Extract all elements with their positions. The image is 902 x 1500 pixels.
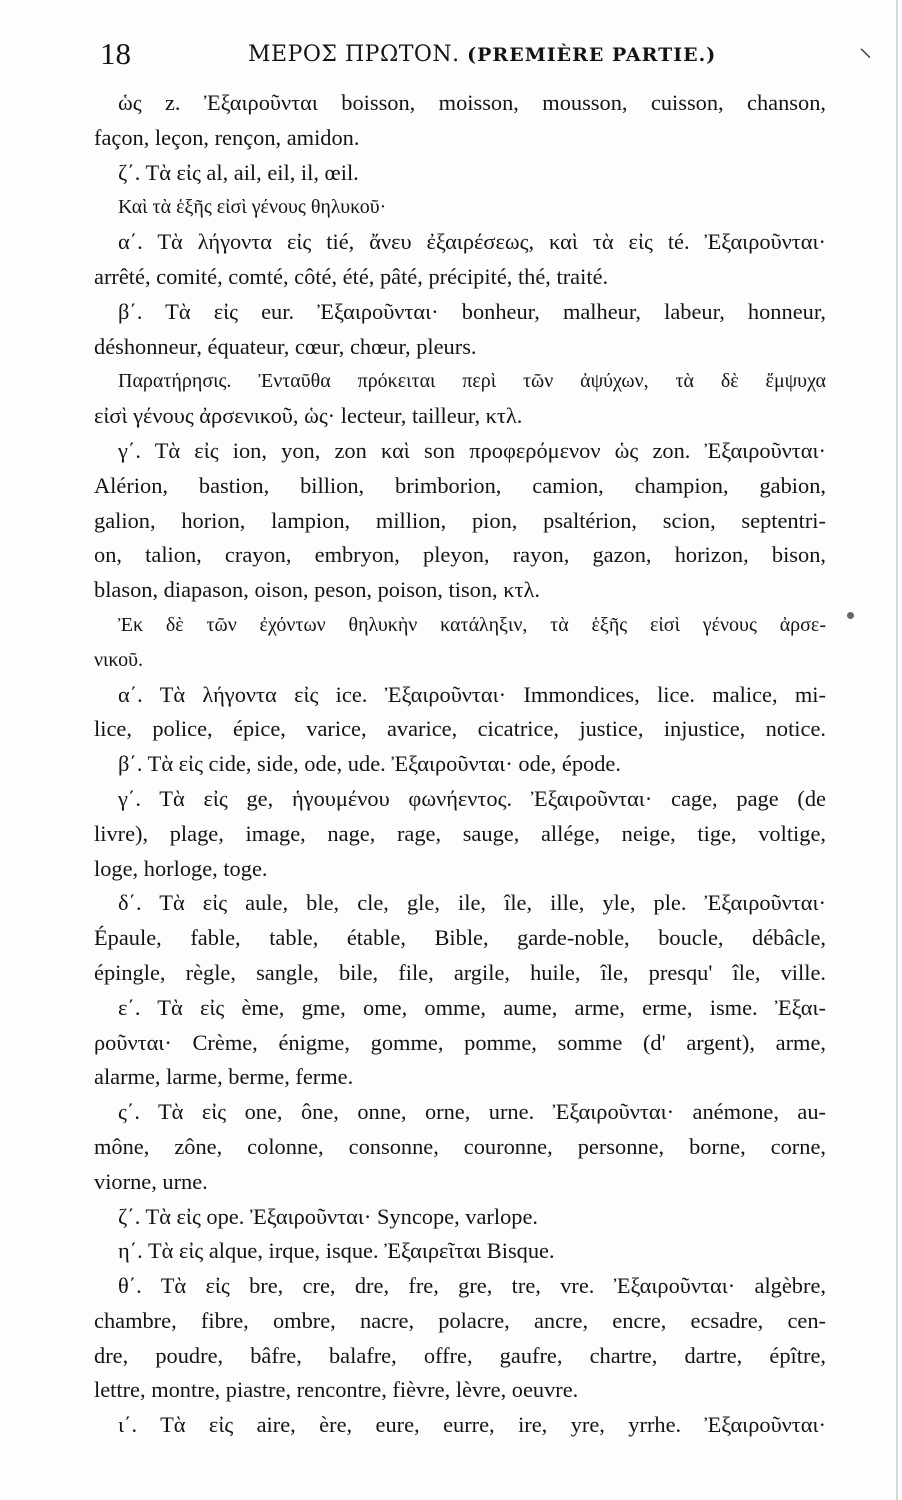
text-line: dre, poudre, bâfre, balafre, offre, gaufre, chartre, dartre, épître, bbox=[94, 1342, 826, 1368]
text-line: livre), plage, image, nage, rage, sauge, allége, neige, tige, voltige, bbox=[94, 820, 826, 846]
text-line: γ΄. Τὰ εἰς ion, yon, zon καὶ son προφερόμενον ὡς zon. Ἐξαιροῦνται· bbox=[118, 437, 826, 463]
text-line: mône, zône, colonne, consonne, couronne, personne, borne, corne, bbox=[94, 1133, 826, 1159]
text-line: blason, diapason, oison, peson, poison, tison, κτλ. bbox=[94, 577, 540, 603]
text-line: façon, leçon, rençon, amidon. bbox=[94, 124, 360, 150]
text-line: lettre, montre, piastre, rencontre, fièvre, lèvre, oeuvre. bbox=[94, 1377, 579, 1403]
running-title bbox=[248, 42, 716, 67]
text-line: alarme, larme, berme, ferme. bbox=[94, 1064, 354, 1090]
text-line: ὡς z. Ἐξαιροῦνται boisson, moisson, mousson, cuisson, chanson, bbox=[118, 90, 826, 115]
text-line: on, talion, crayon, embryon, pleyon, rayon, gazon, horizon, bison, bbox=[94, 542, 826, 568]
corner-mark: ⸜ bbox=[858, 33, 872, 63]
text-line: ι΄. Τὰ εἰς aire, ère, eure, eurre, ire, yre, yrrhe. Ἐξαιροῦνται· bbox=[118, 1412, 826, 1438]
text-line: θ΄. Τὰ εἰς bre, cre, dre, fre, gre, tre, vre. Ἐξαιροῦνται· algèbre, bbox=[118, 1273, 826, 1299]
text-line: α΄. Τὰ λήγοντα εἰς tié, ἄνευ ἐξαιρέσεως, καὶ τὰ εἰς té. Ἐξαιροῦνται· bbox=[118, 229, 826, 255]
text-line: γ΄. Τὰ εἰς ge, ἡγουμένου φωνήεντος. Ἐξαιροῦνται· cage, page (de bbox=[118, 785, 826, 811]
text-line: β΄. Τὰ εἰς eur. Ἐξαιροῦνται· bonheur, malheur, labeur, honneur, bbox=[118, 298, 826, 324]
text-line: Épaule, fable, table, étable, Bible, garde-noble, boucle, débâcle, bbox=[94, 925, 826, 951]
text-line: loge, horloge, toge. bbox=[94, 855, 268, 881]
margin-dot bbox=[847, 612, 854, 619]
text-line: δ΄. Τὰ εἰς aule, ble, cle, gle, ile, île, ille, yle, ple. Ἐξαιροῦνται· bbox=[118, 890, 826, 916]
text-line: Παρατήρησις. Ἐνταῦθα πρόκειται περὶ τῶν ἀψύχων, τὰ δὲ ἔμψυχα bbox=[118, 370, 826, 393]
running-title-french: (PREMIÈRE PARTIE.) bbox=[467, 43, 717, 66]
running-title-greek: ΜΕΡΟΣ ΠΡΩΤΟΝ. bbox=[248, 41, 460, 67]
text-line: viorne, urne. bbox=[94, 1168, 208, 1194]
text-line: η΄. Τὰ εἰς alque, irque, isque. Ἐξαιρεῖται Bisque. bbox=[118, 1238, 555, 1264]
text-line: lice, police, épice, varice, avarice, cicatrice, justice, injustice, notice. bbox=[94, 716, 826, 742]
text-line: déshonneur, équateur, cœur, chœur, pleurs. bbox=[94, 333, 477, 359]
page-number: 18 bbox=[100, 36, 131, 71]
text-line: Alérion, bastion, billion, brimborion, camion, champion, gabion, bbox=[94, 472, 826, 498]
text-line: α΄. Τὰ λήγοντα εἰς ice. Ἐξαιροῦνται· Immondices, lice. malice, mi- bbox=[118, 681, 826, 707]
text-line: ε΄. Τὰ εἰς ème, gme, ome, omme, aume, arme, erme, isme. Ἐξαι- bbox=[118, 994, 826, 1020]
text-line: β΄. Τὰ εἰς cide, side, ode, ude. Ἐξαιροῦνται· ode, épode. bbox=[118, 751, 621, 777]
text-line: Ἐκ δὲ τῶν ἐχόντων θηλυκὴν κατάληξιν, τὰ ἑξῆς εἰσὶ γένους ἀρσε- bbox=[118, 613, 826, 636]
text-line: Καὶ τὰ ἑξῆς εἰσὶ γένους θηλυκοῦ· bbox=[118, 196, 387, 219]
page-edge bbox=[896, 0, 898, 1500]
text-line: ζ΄. Τὰ εἰς al, ail, eil, il, œil. bbox=[118, 159, 359, 185]
text-line: εἰσὶ γένους ἀρσενικοῦ, ὡς· lecteur, tailleur, κτλ. bbox=[94, 403, 523, 429]
text-line: épingle, règle, sangle, bile, file, argile, huile, île, presqu' île, ville. bbox=[94, 959, 826, 985]
page-body bbox=[94, 86, 826, 1443]
text-line: galion, horion, lampion, million, pion, psaltérion, scion, septentri- bbox=[94, 507, 826, 533]
text-line: ζ΄. Τὰ εἰς ope. Ἐξαιροῦνται· Syncope, varlope. bbox=[118, 1203, 539, 1229]
running-header bbox=[100, 32, 820, 76]
text-line: ροῦνται· Crème, énigme, gomme, pomme, somme (d' argent), arme, bbox=[94, 1029, 826, 1055]
text-line: ς΄. Τὰ εἰς one, ône, onne, orne, urne. Ἐξαιροῦνται· anémone, au- bbox=[118, 1099, 826, 1125]
text-line: chambre, fibre, ombre, nacre, polacre, ancre, encre, ecsadre, cen- bbox=[94, 1307, 826, 1333]
text-line: νικοῦ. bbox=[94, 648, 143, 671]
text-line: arrêté, comité, comté, côté, été, pâté, précipité, thé, traité. bbox=[94, 263, 609, 289]
